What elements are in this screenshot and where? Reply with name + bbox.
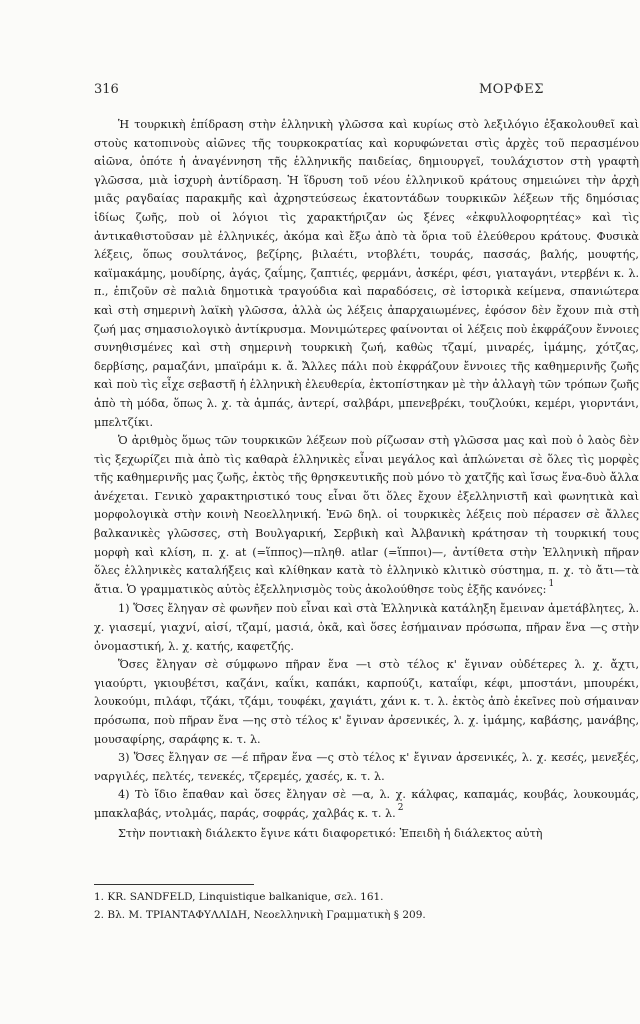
paragraph: Στὴν ποντιακὴ διάλεκτο ἔγινε κάτι διαφορετικό: Ἐπειδὴ ἡ διάλεκτος αὐτὴ <box>118 826 543 840</box>
footnote: 2. Βλ. Μ. ΤΡΙΑΝΤΑΦΥΛΛΙΔΗ, Νεοελληνικὴ Γραμματικὴ § 209. <box>94 909 426 921</box>
footnote: 1. KR. SANDFELD, Linquistique balkanique, σελ. 161. <box>94 891 384 903</box>
list-item: 4) Τὸ ἴδιο ἔπαθαν καὶ ὅσες ἔληγαν σὲ —α, λ. χ. κάλφας, καπαμάς, κουβάς, λουκουμάς, μπακλαβάς, ντολμάς, παράς, σοφράς, χαλβάς κ. τ. λ. $^2$ <box>94 788 639 820</box>
list-item: Ὅσες ἔληγαν σὲ σύμφωνο πῆραν ἕνα —ι στὸ τέλος κ' ἔγιναν οὐδέτερες λ. χ. ἄχτι, γιαούρτι, γκιουβέτσι, καζάνι, καΐκι, καπάκι, καρπούζι, καταΐφι, κέφι, μποστάνι, μπουρέκι, λουκούμι, πιλάφι, τζάκι, τζάμι, τουφέκι, χαγιάτι, χάνι κ. τ. λ. ἐκτὸς ἀπὸ ἐκεῖνες ποὺ σήμαιναν πρόσωπα, ποὺ πῆραν ἕνα —ης στὸ τέλος κ' ἔγιναν ἀρσενικές, λ. χ. ἰμάμης, καβάσης, μανάβης, μουσαφίρης, σαράφης κ. τ. λ. <box>94 658 639 746</box>
footnote-marker: 2 <box>397 802 404 813</box>
footnotes <box>94 888 639 924</box>
body-text <box>94 116 639 843</box>
footnote-separator <box>94 884 254 885</box>
footnote-marker: 1 <box>548 578 555 589</box>
paragraph: Ἡ τουρκικὴ ἐπίδραση στὴν ἑλληνικὴ γλῶσσα καὶ κυρίως στὸ λεξιλόγιο ἐξακολουθεῖ καὶ στοὺς κατοπινοὺς αἰῶνες τῆς τουρκοκρατίας καὶ κορυφώνεται στὶς ἀρχὲς τοῦ περασμένου αἰῶνα, ὁπότε ἡ ἀναγέννηση τῆς ἑλληνικῆς παιδείας, δημιουργεῖ, τουλάχιστον στὴ γραφτὴ γλῶσσα, μιὰ ἰσχυρὴ ἀντίδραση. Ἡ ἵδρυση τοῦ νέου ἑλληνικοῦ κράτους σημειώνει τὴν ἀρχὴ μιᾶς ραγδαίας παρακμῆς καὶ ἀχρηστεύσεως ἑκατοντάδων τουρκικῶν λέξεων τῆς δημόσιας ἰδίως ζωῆς, ποὺ οἱ λόγιοι τὶς χαρακτήριζαν ὡς ξένες «ἐκφυλλοφορητέας» καὶ τὶς ἀντικαθιστοῦσαν μὲ ἑλληνικές, ἀκόμα καὶ ἔξω ἀπὸ τὰ ὅρια τοῦ ἐλεύθερου κράτους. Φυσικὰ λέξεις, ὅπως σουλτάνος, βεζίρης, βιλαέτι, ντοβλέτι, τουράς, πασσάς, βαλής, μουφτής, καϊμακάμης, μουδίρης, ἀγάς, ζαΐμης, ζαπτιές, φερμάνι, ἀσκέρι, φέσι, γιαταγάνι, ντερβένι κ. λ. π., ἐπιζοῦν σὲ παλιὰ δημοτικὰ τραγούδια καὶ παραδόσεις, σὲ ἱστορικὰ κείμενα, σπανιώτερα καὶ στὴ σημερινὴ λαϊκὴ γλῶσσα, ἀλλὰ ὡς λέξεις ἀπαρχαιωμένες, ἐφόσον δὲν ἔχουν πιὰ στὴ ζωή μας σημασιολογικὸ ἀντίκρυσμα. Μονιμώτερες φαίνονται οἱ λέξεις ποὺ ἐκφράζουν ἔννοιες συνηθισμένες καὶ στὴ σημερινὴ τουρκικὴ ζωή, καθὼς τζαμί, μιναρές, ἰμάμης, χότζας, δερβίσης, ραμαζάνι, μπαϊράμι κ. ἄ. Ἄλλες πάλι ποὺ ἐκφράζουν ἔννοιες τῆς καθημερινῆς ζωῆς καὶ ποὺ τὶς εἶχε σεβαστῆ ἡ ἑλληνικὴ ἐλευθερία, ἐκτοπίστηκαν μὲ τὴν ἀλλαγὴ τῶν τρόπων ζωῆς ἀπὸ τὴ μόδα, ὅπως λ. χ. τὰ ἀμπάς, ἀντερί, σαλβάρι, μπενεβρέκι, τουζλούκι, κεμέρι, γιορντάνι, μπελτζίκι. <box>94 118 639 429</box>
list-item: 1) Ὅσες ἔληγαν σὲ φωνῆεν ποὺ εἶναι καὶ στὰ Ἑλληνικὰ κατάληξη ἔμειναν ἀμετάβλητες, λ. χ. γιασεμί, γιαχνί, αἰσί, τζαμί, μασιά, ὀκᾶ, καὶ ὅσες ἐσήμαιναν πρόσωπα, πῆραν ἕνα —ς στὴν ὀνομαστική, λ. χ. κατής, καφετζής. <box>94 602 639 653</box>
page-number: 316 <box>94 82 119 97</box>
running-title: ΜΟΡΦΕΣ <box>478 82 544 97</box>
paragraph: Ὁ ἀριθμὸς ὅμως τῶν τουρκικῶν λέξεων ποὺ ρίζωσαν στὴ γλῶσσα μας καὶ ποὺ ὁ λαὸς δὲν τὶς ξεχωρίζει πιὰ ἀπὸ τὶς καθαρὰ ἑλληνικὲς εἶναι μεγάλος καὶ ἁπλώνεται σὲ ὅλες τὶς μορφὲς τῆς καθημερινῆς μας ζωῆς, ἐκτὸς τῆς θρησκευτικῆς ποὺ μόνο τὸ χατζῆς καὶ ἴσως ἕνα-δυὸ ἄλλα ἀνέχεται. Γενικὸ χαρακτηριστικό τους εἶναι ὅτι ὅλες ἔχουν ἐξελληνιστῆ καὶ φωνητικὰ καὶ μορφολογικὰ στὴν κοινὴ Νεοελληνική. Ἐνῶ δηλ. οἱ τουρκικὲς λέξεις ποὺ πέρασεν σὲ ἄλλες βαλκανικὲς γλῶσσες, στὴ Βουλγαρική, Σερβικὴ καὶ Ἀλβανικὴ κράτησαν τὴ τουρκική τους μορφὴ καὶ κλίση, π. χ. at (=ἵππος)—πληθ. atlar (=ἵπποι)—, ἀντίθετα στὴν Ἑλληνικὴ πῆραν ὅλες ἑλληνικὲς καταλήξεις καὶ κλίθηκαν κατὰ τὸ ἑλληνικὸ κλιτικὸ σύστημα, π. χ. τὸ ἄτι—τὰ ἄτια. Ὁ γραμματικὸς αὐτὸς ἐξελληνισμὸς τοὺς ἀκολούθησε τοὺς ἑξῆς κανόνες: $^1$ <box>94 434 639 596</box>
list-item: 3) Ὅσες ἔληγαν σε —έ πῆραν ἕνα —ς στὸ τέλος κ' ἔγιναν ἀρσενικές, λ. χ. κεσές, μενεξές, ναργιλές, πελτές, τενεκές, τζερεμές, χασές, κ. τ. λ. <box>94 751 639 783</box>
